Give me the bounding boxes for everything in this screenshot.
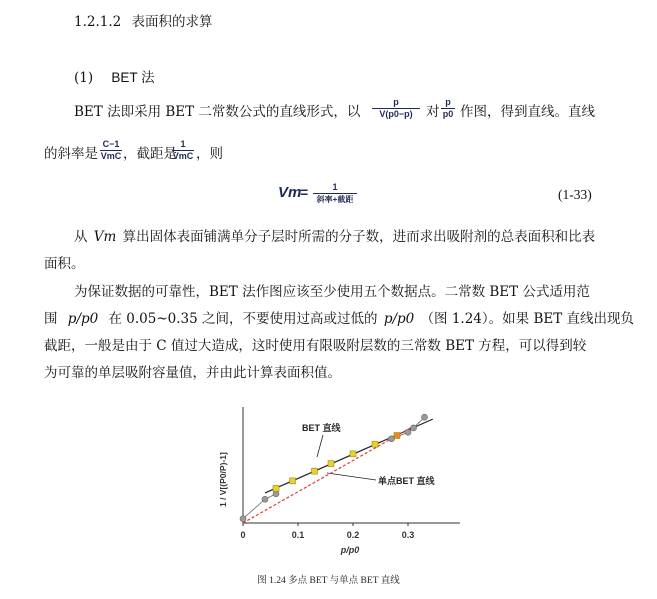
para3-text-c: （图 1.24）。如果 BET 直线出现负: [420, 311, 635, 327]
x-tick-label: 0: [240, 530, 246, 540]
fraction-p-over-v: [372, 97, 420, 120]
subsection-heading: [74, 69, 155, 87]
fraction-den: V(p0−p): [372, 108, 420, 120]
subsection-title: BET 法: [111, 70, 155, 85]
fraction-num: p: [445, 97, 451, 107]
fraction-num: 1: [332, 182, 338, 192]
fraction-num: C−1: [102, 139, 120, 149]
para3-line3: 截距，一般是由于 C 值过大造成，这时使用有限吸附层数的三常数 BET 方程，可以得到较: [44, 338, 587, 354]
para2-line2: 面积。: [44, 256, 85, 272]
para1-line2-text-d: 的斜率是: [44, 146, 98, 162]
data-point-outlier: [422, 414, 428, 420]
single-point-bet-line: [243, 426, 414, 523]
equation-lhs: Vm: [278, 184, 302, 201]
data-point-fit: [290, 478, 296, 484]
bet-plot: [205, 395, 465, 560]
fraction-num: 1: [180, 139, 186, 149]
x-tick-label: 0.1: [291, 530, 305, 540]
equation-equals: =: [300, 184, 309, 200]
para2-vm: Vm: [93, 229, 117, 245]
data-point-outlier: [240, 516, 246, 522]
fraction-den: p0: [442, 109, 454, 119]
subsection-label: (1): [74, 70, 94, 86]
equation-number: (1-33): [558, 187, 592, 202]
para3-line1: 为保证数据的可靠性，BET 法作图应该至少使用五个数据点。二常数 BET 公式适用范: [74, 284, 590, 300]
fraction-num: p: [393, 97, 399, 107]
para1-line1-text-c: 作图，得到直线。直线: [460, 104, 595, 120]
fraction-slope: [100, 139, 122, 162]
x-tick-label: 0.2: [346, 530, 360, 540]
para1-line1-text-b: 对: [426, 104, 440, 120]
data-point-outlier: [273, 491, 279, 497]
x-tick-label: 0.3: [401, 530, 415, 540]
para3-line2: [44, 310, 634, 328]
section-number: 1.2.1.2: [74, 14, 122, 30]
fraction-den: VmC: [172, 151, 194, 161]
section-heading: [74, 13, 213, 31]
fraction-intercept: [172, 139, 194, 162]
data-point-outlier: [411, 425, 417, 431]
para1-line1-text-a: BET 法即采用 BET 二常数公式的直线形式，以: [74, 104, 361, 120]
para2-line1: [74, 228, 595, 246]
y-axis-label: 1 / V[(P0/P)-1]: [218, 452, 228, 507]
para3-line4: 为可靠的单层吸附容量值，并由此计算表面积值。: [44, 365, 341, 381]
para3-text-a: 围: [44, 311, 58, 327]
equation-fraction: [313, 182, 357, 205]
section-title: 表面积的求算: [131, 14, 213, 30]
para2-text-a: 从: [74, 229, 88, 245]
x-axis-label: p/p0: [340, 545, 360, 555]
data-point-fit: [312, 468, 318, 474]
data-point-fit: [350, 451, 356, 457]
data-curve-low: [243, 488, 276, 518]
data-point-outlier: [389, 436, 395, 442]
data-point-fit: [273, 485, 279, 491]
para2-text-b: 算出固体表面铺满单分子层时所需的分子数，进而求出吸附剂的总表面积和比表: [122, 229, 596, 245]
para3-pp0-a: p/p0: [67, 311, 99, 327]
annotation-single-point-line: 单点BET 直线: [378, 476, 435, 486]
data-point-fit: [394, 433, 400, 439]
data-point-outlier: [262, 496, 268, 502]
para1-line2-text-f: ，则: [196, 146, 223, 162]
para3-text-b: 在 0.05~0.35 之间，不要使用过高或过低的: [108, 311, 378, 327]
data-point-fit: [372, 441, 378, 447]
data-point-fit: [328, 461, 334, 467]
annotation-bet-line: BET 直线: [302, 423, 341, 433]
fraction-p-over-p0: [441, 97, 455, 120]
figure-caption: 图 1.24 多点 BET 与单点 BET 直线: [257, 576, 400, 586]
fraction-den: 斜率+截距: [313, 193, 357, 205]
para3-pp0-b: p/p0: [383, 311, 415, 327]
para1-line2-text-e: ，截距是: [123, 146, 177, 162]
fraction-den: VmC: [100, 151, 122, 161]
data-point-outlier: [405, 429, 411, 435]
annotation-leader-single: [327, 473, 376, 480]
annotation-leader-bet: [317, 435, 323, 457]
